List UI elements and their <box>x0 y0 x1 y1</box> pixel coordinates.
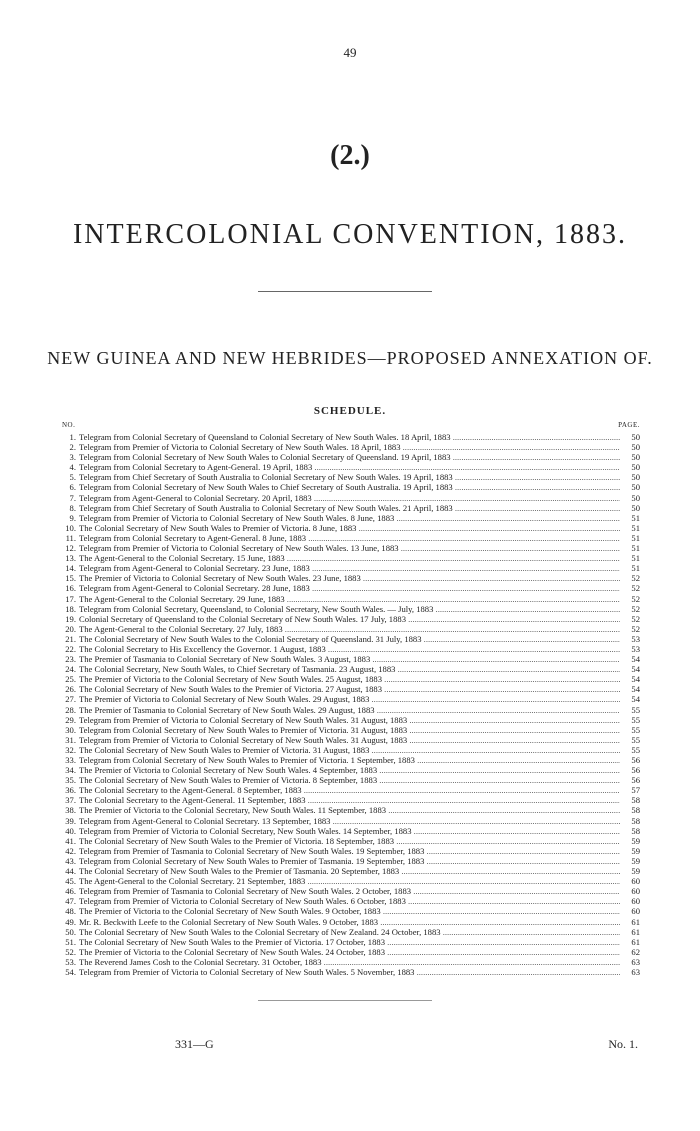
entry-number: 28. <box>65 704 76 715</box>
entry-description: Telegram from Agent-General to Colonial Secretary. 28 June, 1883 ..... <box>76 583 620 593</box>
entry-number: 35. <box>65 775 76 786</box>
entry-page: 52 <box>620 583 640 593</box>
schedule-entry <box>62 462 640 472</box>
schedule-entry <box>62 624 640 634</box>
schedule-list <box>62 432 640 977</box>
entry-description: The Colonial Secretary of New South Wales to the Premier of Victoria. 27 August, 1883 ..... <box>76 684 620 694</box>
entry-description: Telegram from Premier of Victoria to Colonial Secretary of New South Wales. 6 October, 1883 ..... <box>76 896 620 906</box>
entry-page: 54 <box>620 664 640 674</box>
entry-page: 51 <box>620 563 640 573</box>
entry-number: 21. <box>65 633 76 644</box>
entry-description: The Colonial Secretary of New South Wales to Premier of Victoria. 8 September, 1883 ..... <box>76 775 620 785</box>
entry-page: 60 <box>620 886 640 896</box>
schedule-entry <box>62 503 640 513</box>
schedule-entry <box>62 836 640 846</box>
entry-page: 56 <box>620 755 640 765</box>
entry-description: Telegram from Colonial Secretary to Agent-General. 19 April, 1883 ..... <box>76 462 620 472</box>
entry-description: Telegram from Colonial Secretary of New South Wales to Premier of Victoria. 1 September, 1883 ..... <box>76 755 620 765</box>
schedule-entry <box>62 866 640 876</box>
schedule-entry <box>62 745 640 755</box>
entry-page: 61 <box>620 937 640 947</box>
entry-page: 53 <box>620 634 640 644</box>
entry-description: Telegram from Premier of Victoria to Colonial Secretary of New South Wales. 18 April, 1883 ..... <box>76 442 620 452</box>
entry-page: 59 <box>620 856 640 866</box>
entry-number: 48. <box>65 906 76 917</box>
entry-number: 47. <box>65 896 76 907</box>
entry-number: 46. <box>65 886 76 897</box>
schedule-entry <box>62 886 640 896</box>
entry-number: 2. <box>69 442 76 453</box>
entry-number: 19. <box>65 613 76 624</box>
entry-number: 25. <box>65 674 76 685</box>
entry-page: 55 <box>620 715 640 725</box>
entry-number: 18. <box>65 603 76 614</box>
schedule-entry <box>62 472 640 482</box>
entry-page: 51 <box>620 513 640 523</box>
schedule-entry <box>62 523 640 533</box>
schedule-entry <box>62 705 640 715</box>
entry-number: 14. <box>65 563 76 574</box>
entry-description: Telegram from Colonial Secretary of New South Wales to Chief Secretary of South Australia. 19 April, 1883 ..... <box>76 482 620 492</box>
entry-page: 50 <box>620 493 640 503</box>
entry-description: The Agent-General to the Colonial Secretary. 15 June, 1883 ..... <box>76 553 620 563</box>
entry-number: 42. <box>65 845 76 856</box>
entry-page: 52 <box>620 604 640 614</box>
entry-description: The Reverend James Cosh to the Colonial Secretary. 31 October, 1883 ..... <box>76 957 620 967</box>
entry-description: The Premier of Victoria to the Colonial Secretary of New South Wales. 25 August, 1883 ..... <box>76 674 620 684</box>
schedule-entry <box>62 604 640 614</box>
entry-description: The Premier of Victoria to Colonial Secretary of New South Wales. 29 August, 1883 ..... <box>76 694 620 704</box>
entry-description: The Colonial Secretary of New South Wales to the Colonial Secretary of Queensland. 31 July, 1883 ..... <box>76 634 620 644</box>
entry-description: The Colonial Secretary of New South Wales to the Premier of Victoria. 17 October, 1883 ..... <box>76 937 620 947</box>
entry-page: 50 <box>620 472 640 482</box>
entry-page: 58 <box>620 816 640 826</box>
entry-page: 51 <box>620 553 640 563</box>
entry-number: 16. <box>65 583 76 594</box>
entry-page: 55 <box>620 735 640 745</box>
entry-page: 54 <box>620 674 640 684</box>
entry-number: 54. <box>65 966 76 977</box>
entry-page: 50 <box>620 503 640 513</box>
page-number: 49 <box>343 45 357 60</box>
entry-description: The Colonial Secretary of New South Wales to the Colonial Secretary of New Zealand. 24 October, 1883 ..... <box>76 927 620 937</box>
entry-description: Telegram from Premier of Victoria to Colonial Secretary of New South Wales. 31 August, 1883 ..... <box>76 715 620 725</box>
entry-description: The Premier of Tasmania to Colonial Secretary of New South Wales. 3 August, 1883 ..... <box>76 654 620 664</box>
schedule-entry <box>62 917 640 927</box>
entry-number: 15. <box>65 573 76 584</box>
entry-description: The Agent-General to the Colonial Secretary. 27 July, 1883 ..... <box>76 624 620 634</box>
entry-description: Telegram from Colonial Secretary of New South Wales to Premier of Tasmania. 19 September, 1883 ..... <box>76 856 620 866</box>
schedule-entry <box>62 694 640 704</box>
entry-description: Telegram from Colonial Secretary of New South Wales to Colonial Secretary of Queensland. 19 April, 1883 ..... <box>76 452 620 462</box>
page-subtitle: NEW GUINEA AND NEW HEBRIDES—PROPOSED ANNEXATION OF. <box>47 348 653 368</box>
entry-page: 56 <box>620 765 640 775</box>
schedule-entry <box>62 937 640 947</box>
entry-number: 41. <box>65 835 76 846</box>
entry-description: The Premier of Victoria to Colonial Secretary of New South Wales. 23 June, 1883 ..... <box>76 573 620 583</box>
entry-description: The Premier of Victoria to Colonial Secretary of New South Wales. 4 September, 1883 ..... <box>76 765 620 775</box>
schedule-entry <box>62 452 640 462</box>
entry-number: 13. <box>65 553 76 564</box>
schedule-entry <box>62 765 640 775</box>
entry-number: 32. <box>65 744 76 755</box>
entry-number: 17. <box>65 593 76 604</box>
schedule-entry <box>62 927 640 937</box>
entry-description: The Agent-General to the Colonial Secretary. 29 June, 1883 ..... <box>76 594 620 604</box>
schedule-entry <box>62 846 640 856</box>
entry-number: 5. <box>69 472 76 483</box>
schedule-entry <box>62 715 640 725</box>
entry-number: 36. <box>65 785 76 796</box>
schedule-heading: SCHEDULE. <box>313 405 387 417</box>
entry-page: 52 <box>620 614 640 624</box>
entry-number: 52. <box>65 946 76 957</box>
entry-description: The Premier of Tasmania to Colonial Secretary of New South Wales. 29 August, 1883 ..... <box>76 705 620 715</box>
entry-description: The Premier of Victoria to the Colonial Secretary, New South Wales. 11 September, 1883 ..... <box>76 805 620 815</box>
schedule-entry <box>62 755 640 765</box>
divider <box>258 1000 432 1001</box>
schedule-entry <box>62 482 640 492</box>
page-title: INTERCOLONIAL CONVENTION, 1883. <box>72 219 627 250</box>
entry-description: Telegram from Agent-General to Colonial Secretary. 13 September, 1883 ..... <box>76 816 620 826</box>
schedule-entry <box>62 513 640 523</box>
schedule-entry <box>62 856 640 866</box>
entry-number: 33. <box>65 755 76 765</box>
schedule-entry <box>62 826 640 836</box>
entry-description: Telegram from Premier of Victoria to Colonial Secretary of New South Wales. 5 November, 1883 ..... <box>76 967 620 977</box>
schedule-entry <box>62 816 640 826</box>
entry-description: The Colonial Secretary to the Agent-General. 8 September, 1883 ..... <box>76 785 620 795</box>
schedule-entry <box>62 543 640 553</box>
entry-description: Telegram from Agent-General to Colonial Secretary. 20 April, 1883 ..... <box>76 493 620 503</box>
schedule-entry <box>62 573 640 583</box>
entry-page: 52 <box>620 573 640 583</box>
schedule-entry <box>62 957 640 967</box>
schedule-entry <box>62 775 640 785</box>
entry-number: 27. <box>65 694 76 705</box>
entry-page: 59 <box>620 846 640 856</box>
schedule-entry <box>62 634 640 644</box>
entry-description: Telegram from Premier of Tasmania to Colonial Secretary of New South Wales. 2 October, 1883 ..... <box>76 886 620 896</box>
schedule-entry <box>62 725 640 735</box>
next-document-label: No. 1. <box>608 1037 638 1051</box>
entry-description: Mr. R. Beckwith Leefe to the Colonial Secretary of New South Wales. 9 October, 1883 ..... <box>76 917 620 927</box>
schedule-entry <box>62 876 640 886</box>
entry-number: 51. <box>65 936 76 947</box>
entry-number: 34. <box>65 765 76 776</box>
entry-number: 11. <box>65 532 76 543</box>
entry-number: 30. <box>65 724 76 735</box>
entry-number: 4. <box>69 462 76 473</box>
entry-description: The Colonial Secretary of New South Wales to the Premier of Victoria. 18 September, 1883 ..... <box>76 836 620 846</box>
entry-number: 29. <box>65 714 76 725</box>
schedule-entry <box>62 795 640 805</box>
entry-page: 60 <box>620 906 640 916</box>
entry-number: 45. <box>65 876 76 887</box>
entry-number: 9. <box>69 512 76 523</box>
entry-description: The Colonial Secretary of New South Wales to Premier of Victoria. 31 August, 1883 ..... <box>76 745 620 755</box>
entry-number: 49. <box>65 916 76 927</box>
entry-page: 56 <box>620 775 640 785</box>
entry-page: 50 <box>620 462 640 472</box>
entry-description: Telegram from Premier of Victoria to Colonial Secretary, New South Wales. 14 September, 1883 ..... <box>76 826 620 836</box>
column-header-no: NO. <box>62 421 76 429</box>
entry-description: Telegram from Agent-General to Colonial Secretary. 23 June, 1883 ..... <box>76 563 620 573</box>
entry-description: Telegram from Chief Secretary of South Australia to Colonial Secretary of New South Wales. 19 April, 1883 ..... <box>76 472 620 482</box>
schedule-entry <box>62 594 640 604</box>
schedule-entry <box>62 674 640 684</box>
entry-page: 51 <box>620 533 640 543</box>
schedule-entry <box>62 583 640 593</box>
entry-number: 7. <box>69 492 76 503</box>
entry-page: 63 <box>620 957 640 967</box>
entry-page: 58 <box>620 826 640 836</box>
schedule-entry <box>62 735 640 745</box>
schedule-entry <box>62 493 640 503</box>
schedule-entry <box>62 533 640 543</box>
schedule-entry <box>62 947 640 957</box>
entry-page: 58 <box>620 805 640 815</box>
entry-page: 50 <box>620 482 640 492</box>
entry-description: Telegram from Premier of Victoria to Colonial Secretary of New South Wales. 13 June, 1883 ..... <box>76 543 620 553</box>
entry-page: 53 <box>620 644 640 654</box>
entry-number: 39. <box>65 815 76 826</box>
schedule-entry <box>62 644 640 654</box>
entry-number: 50. <box>65 926 76 937</box>
schedule-entry <box>62 805 640 815</box>
entry-description: The Agent-General to the Colonial Secretary. 21 September, 1883 ..... <box>76 876 620 886</box>
schedule-entry <box>62 614 640 624</box>
schedule-entry <box>62 906 640 916</box>
entry-page: 58 <box>620 795 640 805</box>
entry-page: 62 <box>620 947 640 957</box>
entry-number: 43. <box>65 855 76 866</box>
entry-description: Telegram from Premier of Victoria to Colonial Secretary of New South Wales. 8 June, 1883 ..... <box>76 513 620 523</box>
schedule-entry <box>62 563 640 573</box>
entry-page: 51 <box>620 543 640 553</box>
entry-number: 31. <box>65 734 76 745</box>
entry-description: Telegram from Premier of Tasmania to Colonial Secretary of New South Wales. 19 September, 1883 ..... <box>76 846 620 856</box>
entry-page: 63 <box>620 967 640 977</box>
entry-description: The Premier of Victoria to the Colonial Secretary of New South Wales. 9 October, 1883 ..... <box>76 906 620 916</box>
entry-description: The Colonial Secretary of New South Wales to the Premier of Tasmania. 20 September, 1883 ..... <box>76 866 620 876</box>
schedule-entry <box>62 896 640 906</box>
schedule-entry <box>62 664 640 674</box>
entry-number: 40. <box>65 825 76 836</box>
schedule-entry <box>62 684 640 694</box>
entry-page: 50 <box>620 442 640 452</box>
entry-number: 3. <box>69 452 76 463</box>
entry-page: 51 <box>620 523 640 533</box>
entry-description: Telegram from Chief Secretary of South Australia to Colonial Secretary of New South Wales. 21 April, 1883 ..... <box>76 503 620 513</box>
entry-page: 54 <box>620 684 640 694</box>
entry-description: The Premier of Victoria to the Colonial Secretary of New South Wales. 24 October, 1883 ..... <box>76 947 620 957</box>
schedule-entry <box>62 967 640 977</box>
entry-number: 53. <box>65 956 76 967</box>
entry-description: Telegram from Colonial Secretary, Queensland, to Colonial Secretary, New South Wales. — July, 1883 ..... <box>76 604 620 614</box>
entry-page: 59 <box>620 836 640 846</box>
entry-page: 54 <box>620 694 640 704</box>
entry-number: 38. <box>65 805 76 816</box>
entry-number: 22. <box>65 643 76 654</box>
entry-page: 52 <box>620 624 640 634</box>
entry-description: The Colonial Secretary to the Agent-General. 11 September, 1883 ..... <box>76 795 620 805</box>
entry-number: 37. <box>65 795 76 806</box>
entry-page: 50 <box>620 432 640 442</box>
entry-description: Telegram from Premier of Victoria to Colonial Secretary of New South Wales. 31 August, 1883 ..... <box>76 735 620 745</box>
entry-number: 26. <box>65 684 76 695</box>
schedule-entry <box>62 432 640 442</box>
divider <box>258 291 432 292</box>
entry-description: Telegram from Colonial Secretary of New South Wales to Premier of Victoria. 31 August, 1883 ..... <box>76 725 620 735</box>
schedule-entry <box>62 785 640 795</box>
entry-page: 59 <box>620 866 640 876</box>
entry-description: Telegram from Colonial Secretary to Agent-General. 8 June, 1883 ..... <box>76 533 620 543</box>
entry-number: 24. <box>65 664 76 675</box>
entry-page: 61 <box>620 927 640 937</box>
entry-number: 44. <box>65 866 76 877</box>
entry-page: 52 <box>620 594 640 604</box>
entry-number: 1. <box>69 432 76 442</box>
entry-page: 60 <box>620 896 640 906</box>
entry-description: The Colonial Secretary, New South Wales, to Chief Secretary of Tasmania. 23 August, 1883 ..... <box>76 664 620 674</box>
entry-number: 10. <box>65 522 76 533</box>
entry-number: 12. <box>65 543 76 554</box>
entry-description: Colonial Secretary of Queensland to the Colonial Secretary of New South Wales. 17 July, 1883 ..... <box>76 614 620 624</box>
entry-number: 8. <box>69 502 76 513</box>
entry-description: Telegram from Colonial Secretary of Queensland to Colonial Secretary of New South Wales. 18 April, 1883 ..... <box>76 432 620 442</box>
entry-page: 54 <box>620 654 640 664</box>
schedule-entry <box>62 553 640 563</box>
document-code: 331—G <box>175 1037 214 1051</box>
entry-page: 55 <box>620 725 640 735</box>
entry-page: 50 <box>620 452 640 462</box>
entry-description: The Colonial Secretary to His Excellency the Governor. 1 August, 1883 ..... <box>76 644 620 654</box>
column-header-page: PAGE. <box>618 421 640 429</box>
schedule-entry <box>62 654 640 664</box>
schedule-entry <box>62 442 640 452</box>
entry-number: 23. <box>65 654 76 665</box>
entry-page: 60 <box>620 876 640 886</box>
entry-number: 20. <box>65 623 76 634</box>
entry-page: 55 <box>620 705 640 715</box>
entry-number: 6. <box>69 482 76 493</box>
section-number: (2.) <box>330 140 370 171</box>
entry-page: 55 <box>620 745 640 755</box>
entry-page: 61 <box>620 917 640 927</box>
entry-description: The Colonial Secretary of New South Wales to Premier of Victoria. 8 June, 1883 ..... <box>76 523 620 533</box>
entry-page: 57 <box>620 785 640 795</box>
